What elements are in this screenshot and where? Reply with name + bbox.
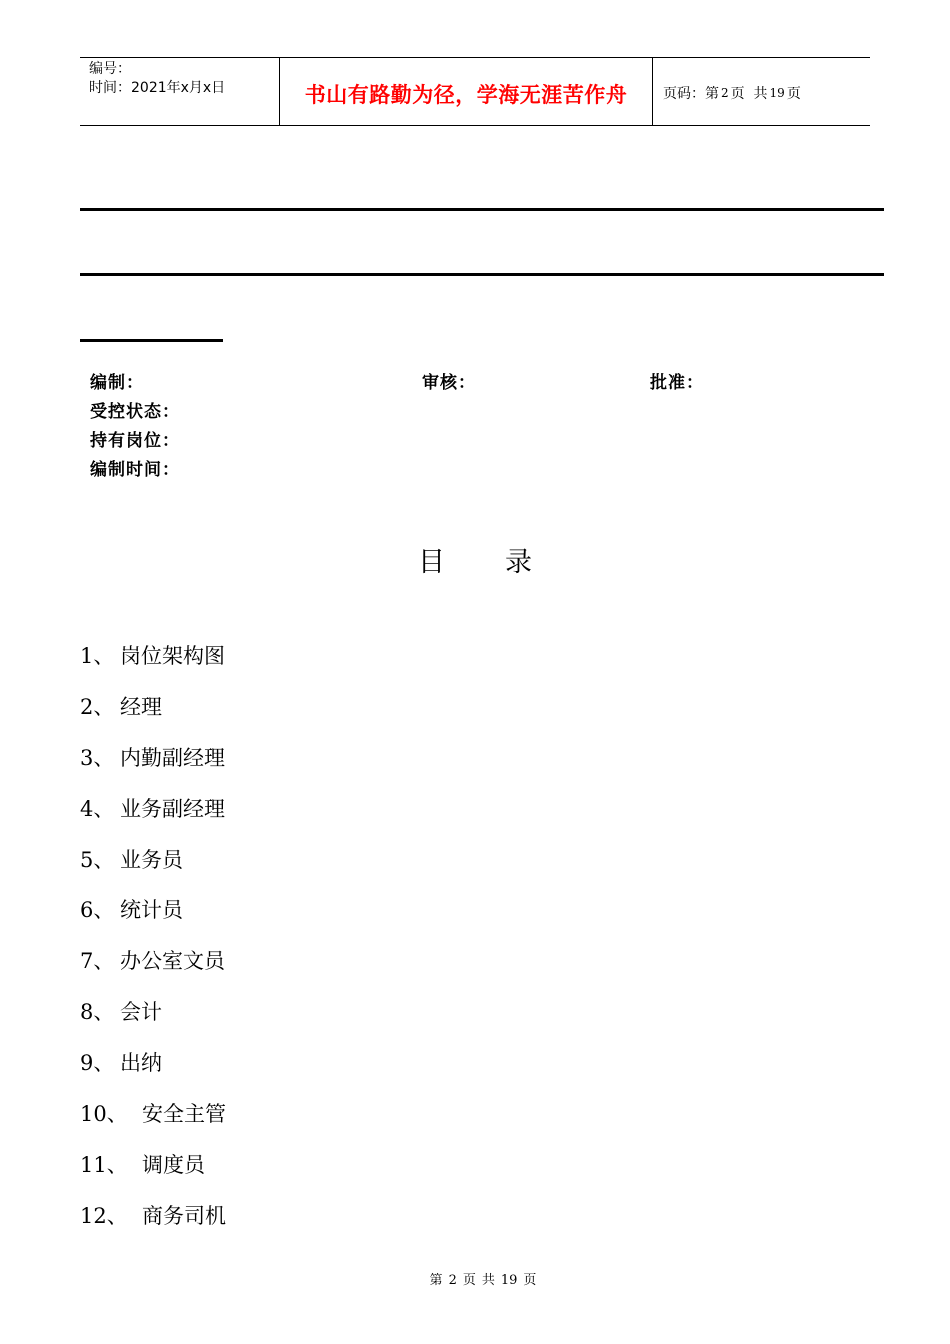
toc-item-text: 商务司机	[142, 1203, 226, 1228]
toc-title-char-2: 录	[505, 547, 532, 578]
toc-item-text: 办公室文员	[120, 949, 225, 974]
page-suffix: 页	[786, 85, 801, 102]
toc-item-number: 7、	[80, 949, 115, 974]
toc-item-number: 6、	[80, 898, 115, 923]
footer-d: 页	[523, 1273, 537, 1288]
document-date-label: 时间：2021年x月x日	[89, 80, 226, 96]
toc-item	[80, 1047, 226, 1098]
toc-item	[80, 691, 226, 742]
toc-list	[80, 640, 226, 1251]
toc-item	[80, 640, 226, 691]
toc-item	[80, 1098, 226, 1149]
blank-line-3	[80, 339, 223, 342]
toc-item-text: 岗位架构图	[120, 644, 225, 668]
holding-position-label: 持有岗位：	[90, 431, 180, 451]
page-header	[80, 57, 870, 126]
toc-item	[80, 844, 226, 895]
header-meta	[80, 58, 280, 125]
footer-current: 2	[448, 1273, 457, 1288]
toc-item-number: 3、	[80, 745, 115, 770]
page-total: 19	[769, 85, 785, 100]
footer-b: 页	[462, 1273, 476, 1288]
toc-item-number: 5、	[80, 847, 115, 872]
toc-item-text: 经理	[120, 694, 162, 719]
document-number-label: 编号：	[89, 61, 131, 77]
toc-item-text: 安全主管	[142, 1102, 226, 1127]
page-footer	[0, 1269, 950, 1288]
toc-item-text: 会计	[120, 1000, 162, 1025]
toc-item-number: 10、	[80, 1102, 128, 1127]
toc-item-number: 2、	[80, 694, 115, 719]
page-current: 2	[721, 85, 729, 100]
toc-item-text: 统计员	[120, 898, 183, 923]
toc-item-number: 8、	[80, 1000, 115, 1025]
toc-item-text: 内勤副经理	[120, 745, 225, 770]
toc-item-text: 业务副经理	[120, 796, 225, 821]
blank-line-2	[80, 273, 884, 276]
blank-line-1	[80, 208, 884, 211]
page-mid: 页 共	[730, 85, 768, 102]
toc-item-number: 4、	[80, 796, 115, 821]
page-prefix: 页码：第	[663, 85, 719, 102]
toc-item	[80, 894, 226, 945]
toc-item	[80, 793, 226, 844]
approved-label: 批准：	[650, 373, 704, 393]
toc-item-number: 11、	[80, 1152, 128, 1177]
footer-total: 19	[500, 1273, 518, 1288]
toc-title	[0, 540, 950, 579]
footer-c: 共	[481, 1273, 495, 1288]
header-page-info	[653, 58, 870, 125]
header-motto: 书山有路勤为径，学海无涯苦作舟	[280, 58, 653, 125]
toc-title-char-1: 目	[418, 547, 445, 578]
reviewed-label: 审核：	[422, 373, 476, 393]
footer-a: 第	[429, 1273, 443, 1288]
toc-item	[80, 1149, 226, 1200]
toc-item	[80, 742, 226, 793]
toc-item-text: 出纳	[120, 1051, 162, 1076]
prepared-label: 编制：	[90, 373, 144, 393]
toc-item	[80, 945, 226, 996]
toc-item-text: 调度员	[142, 1152, 205, 1177]
prepared-time-label: 编制时间：	[90, 460, 180, 480]
toc-item-number: 12、	[80, 1203, 128, 1228]
toc-item-number: 9、	[80, 1051, 115, 1076]
toc-item-text: 业务员	[120, 847, 183, 872]
toc-item	[80, 996, 226, 1047]
control-status-label: 受控状态：	[90, 402, 180, 422]
toc-item	[80, 1200, 226, 1251]
toc-item-number: 1、	[80, 644, 115, 668]
